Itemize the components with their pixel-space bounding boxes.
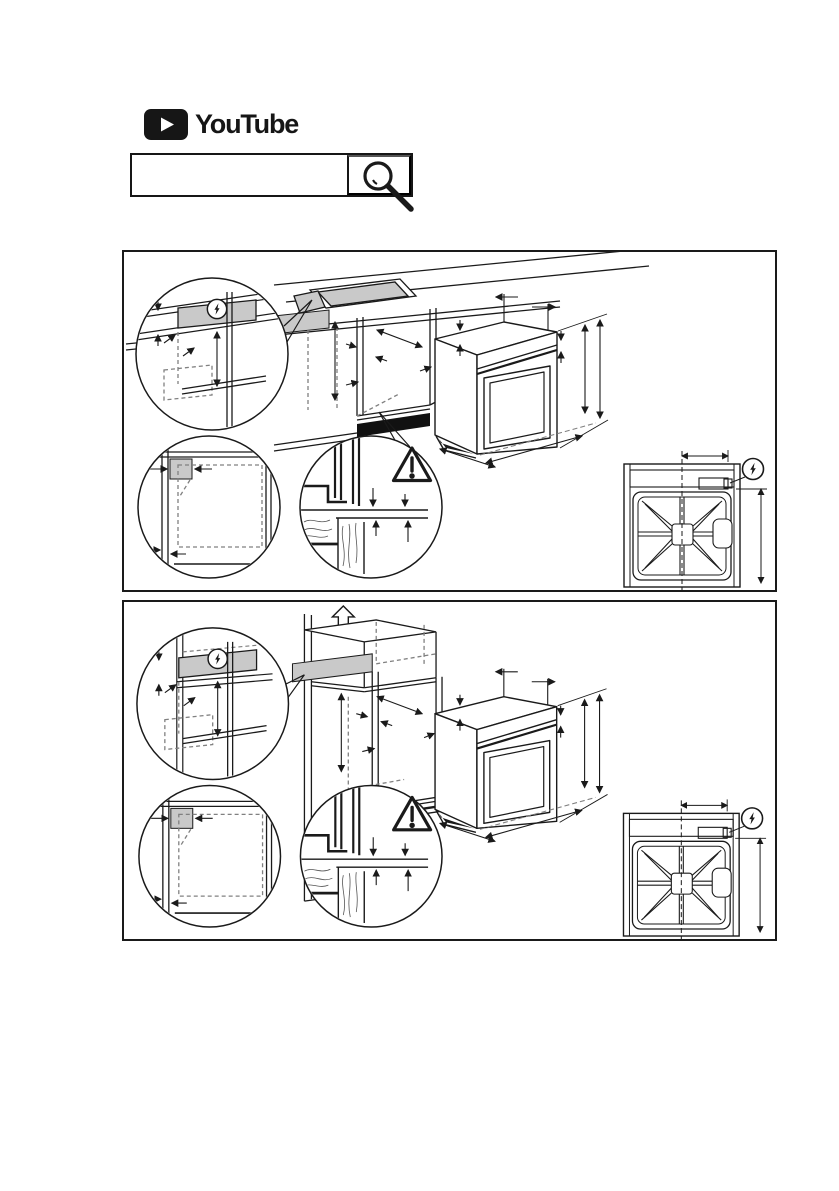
niche-dimension-arrows [341, 694, 434, 772]
oven-rear-view-drawing [623, 799, 766, 939]
youtube-logo-text: YouTube [195, 109, 299, 139]
niche-dimension-arrows [335, 322, 431, 400]
niche-front-view-callout [138, 436, 280, 578]
search-input[interactable] [132, 155, 347, 195]
search-bar [130, 153, 413, 197]
youtube-logo [144, 109, 298, 140]
niche-front-view-callout [139, 785, 281, 927]
oven-isometric-drawing [435, 669, 607, 841]
oven-rear-view-drawing [624, 450, 767, 590]
built-under-diagram [124, 252, 775, 590]
search-button[interactable] [347, 155, 411, 195]
magnifier-icon [355, 160, 425, 220]
youtube-play-icon [144, 109, 188, 140]
tall-cabinet-diagram [124, 602, 775, 939]
oven-isometric-drawing [435, 294, 608, 467]
vent-gap-callout [300, 432, 442, 578]
hob-cutout [294, 279, 416, 313]
installation-figure-tall-cabinet [122, 600, 777, 941]
installation-figure-built-under [122, 250, 777, 592]
plinth-shading [357, 413, 430, 437]
